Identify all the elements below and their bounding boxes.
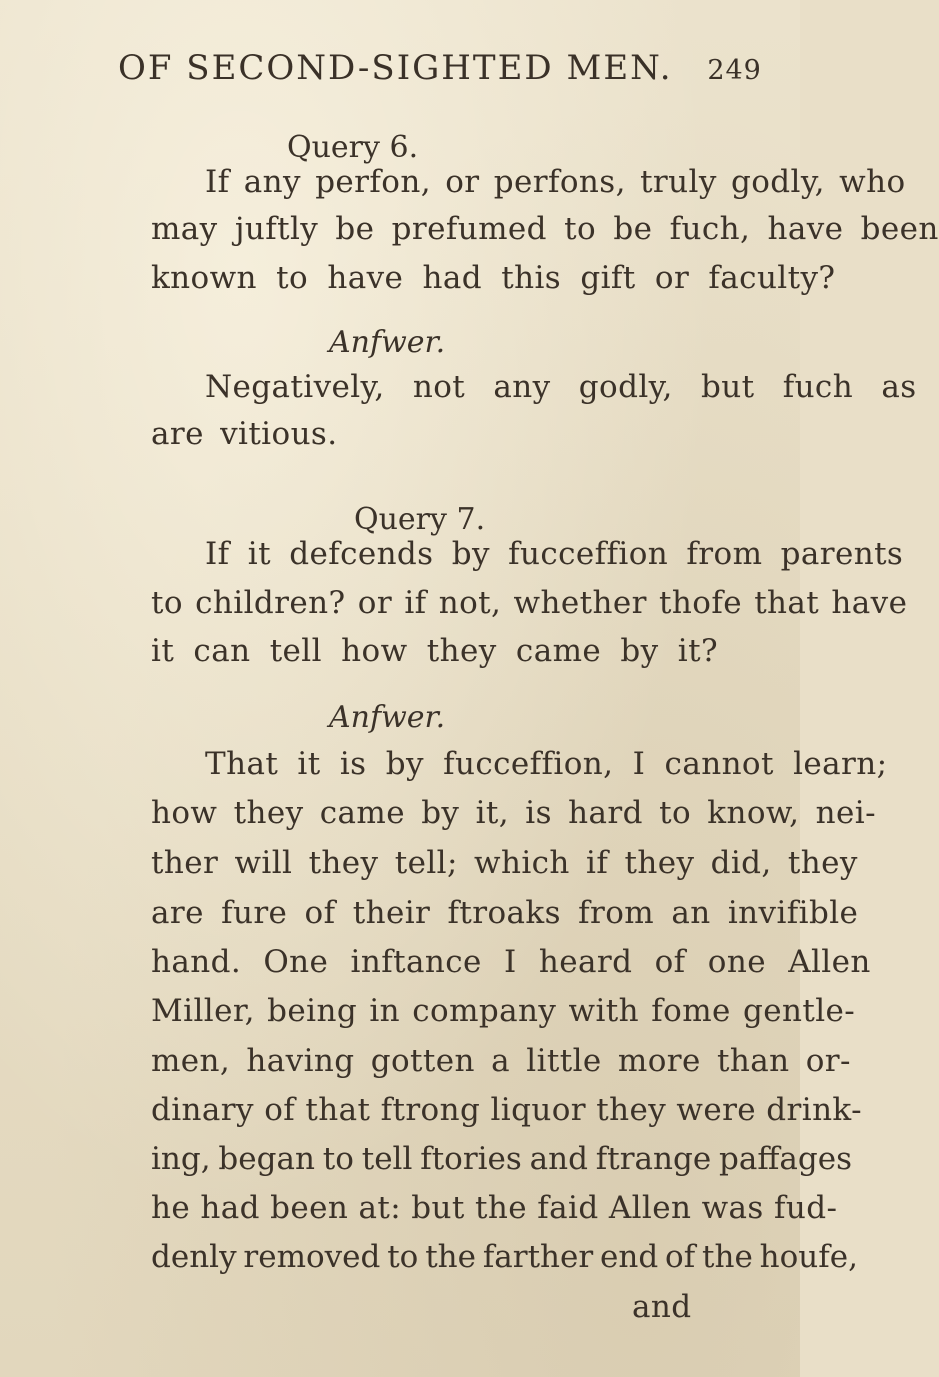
answer-line: ing, began to tell ftories and ftrange paffages bbox=[151, 1141, 852, 1177]
answer-line: how they came by it, is hard to know, nei- bbox=[151, 795, 876, 831]
answer-line: ther will they tell; which if they did, they bbox=[151, 845, 858, 881]
running-title: OF SECOND-SIGHTED MEN. bbox=[118, 48, 673, 88]
question-line: may juftly be prefumed to be fuch, have been bbox=[151, 211, 939, 247]
question-line: to children? or if not, whether thofe that have bbox=[151, 585, 908, 621]
answer-line: Negatively, not any godly, but fuch as bbox=[205, 369, 917, 405]
answer-line: are vitious. bbox=[151, 416, 338, 452]
answer-line: Miller, being in company with fome gentle- bbox=[151, 993, 856, 1029]
answer-line: dinary of that ftrong liquor they were drink- bbox=[151, 1092, 862, 1128]
question-line: known to have had this gift or faculty? bbox=[151, 260, 836, 296]
answer-heading: Anfwer. bbox=[329, 700, 446, 735]
answer-line: That it is by fucceffion, I cannot learn; bbox=[205, 746, 888, 782]
question-line: If it defcends by fucceffion from parents bbox=[205, 536, 904, 572]
answer-line: hand. One inftance I heard of one Allen bbox=[151, 944, 871, 980]
answer-line: are fure of their ftroaks from an invifible bbox=[151, 895, 859, 931]
page-number: 249 bbox=[707, 55, 762, 86]
query-heading: Query 6. bbox=[287, 130, 419, 165]
query-heading: Query 7. bbox=[354, 502, 486, 537]
question-line: If any perfon, or perfons, truly godly, who bbox=[205, 164, 906, 200]
question-line: it can tell how they came by it? bbox=[151, 633, 718, 669]
answer-heading: Anfwer. bbox=[329, 325, 446, 360]
answer-line: he had been at: but the faid Allen was fud- bbox=[151, 1190, 838, 1226]
answer-line: denly removed to the farther end of the houfe, bbox=[151, 1239, 858, 1275]
catchword: and bbox=[632, 1289, 692, 1325]
answer-line: men, having gotten a little more than or- bbox=[151, 1043, 851, 1079]
running-header bbox=[118, 48, 762, 88]
